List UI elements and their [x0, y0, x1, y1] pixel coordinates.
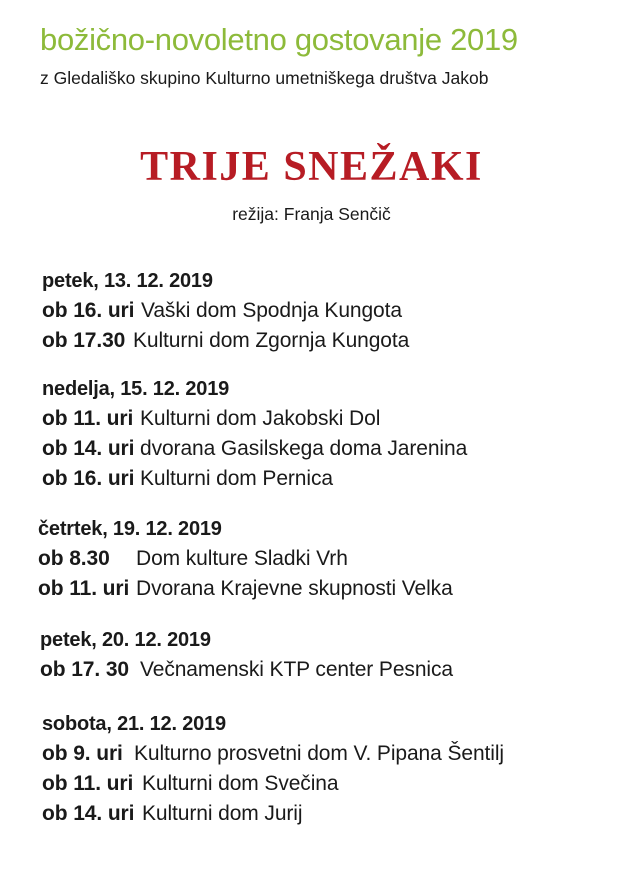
- show-row: [42, 404, 467, 434]
- show-place: Kulturni dom Pernica: [140, 467, 333, 490]
- schedule-day: [42, 374, 467, 494]
- show-place: Kulturni dom Jurij: [142, 802, 303, 825]
- schedule-day: [38, 514, 453, 604]
- show-time: ob 16. uri: [42, 299, 135, 322]
- schedule-date: sobota, 21. 12. 2019: [42, 713, 226, 735]
- show-row: [38, 574, 453, 604]
- schedule-day: [40, 625, 453, 685]
- show-row: [42, 464, 467, 494]
- show-row: [42, 769, 504, 799]
- show-row: [42, 434, 467, 464]
- schedule-date: petek, 13. 12. 2019: [42, 270, 213, 292]
- schedule-day: [42, 266, 409, 356]
- schedule-day: [42, 709, 504, 829]
- schedule-date: nedelja, 15. 12. 2019: [42, 378, 230, 400]
- show-place: Večnamenski KTP center Pesnica: [140, 658, 453, 681]
- show-time: ob 14. uri: [42, 437, 135, 460]
- show-row: [42, 739, 504, 769]
- show-time: ob 16. uri: [42, 467, 135, 490]
- show-time: ob 11. uri: [38, 577, 130, 600]
- show-place: Dom kulture Sladki Vrh: [136, 547, 348, 570]
- show-place: Vaški dom Spodnja Kungota: [141, 299, 402, 322]
- show-row: [42, 296, 409, 326]
- subline: z Gledališko skupino Kulturno umetniškega društva Jakob: [40, 68, 489, 88]
- show-place: Kulturni dom Zgornja Kungota: [133, 329, 410, 352]
- show-time: ob 14. uri: [42, 802, 135, 825]
- director-credit: režija: Franja Senčič: [232, 204, 391, 224]
- show-place: Dvorana Krajevne skupnosti Velka: [136, 577, 453, 600]
- play-title: TRIJE SNEŽAKI: [140, 144, 483, 190]
- show-row: [40, 655, 453, 685]
- show-place: Kulturni dom Jakobski Dol: [140, 407, 381, 430]
- show-place: Kulturno prosvetni dom V. Pipana Šentilj: [134, 742, 504, 765]
- schedule-date: petek, 20. 12. 2019: [40, 629, 211, 651]
- show-time: ob 9. uri: [42, 742, 123, 765]
- show-time: ob 11. uri: [42, 407, 134, 430]
- show-row: [42, 799, 504, 829]
- show-time: ob 11. uri: [42, 772, 134, 795]
- show-time: ob 8.30: [38, 547, 110, 570]
- show-time: ob 17.30: [42, 329, 126, 352]
- show-place: dvorana Gasilskega doma Jarenina: [140, 437, 468, 460]
- show-row: [42, 326, 409, 356]
- headline: božično-novoletno gostovanje 2019: [40, 22, 518, 57]
- show-place: Kulturni dom Svečina: [142, 772, 339, 795]
- show-time: ob 17. 30: [40, 658, 129, 681]
- show-row: [38, 544, 453, 574]
- schedule-date: četrtek, 19. 12. 2019: [38, 518, 222, 540]
